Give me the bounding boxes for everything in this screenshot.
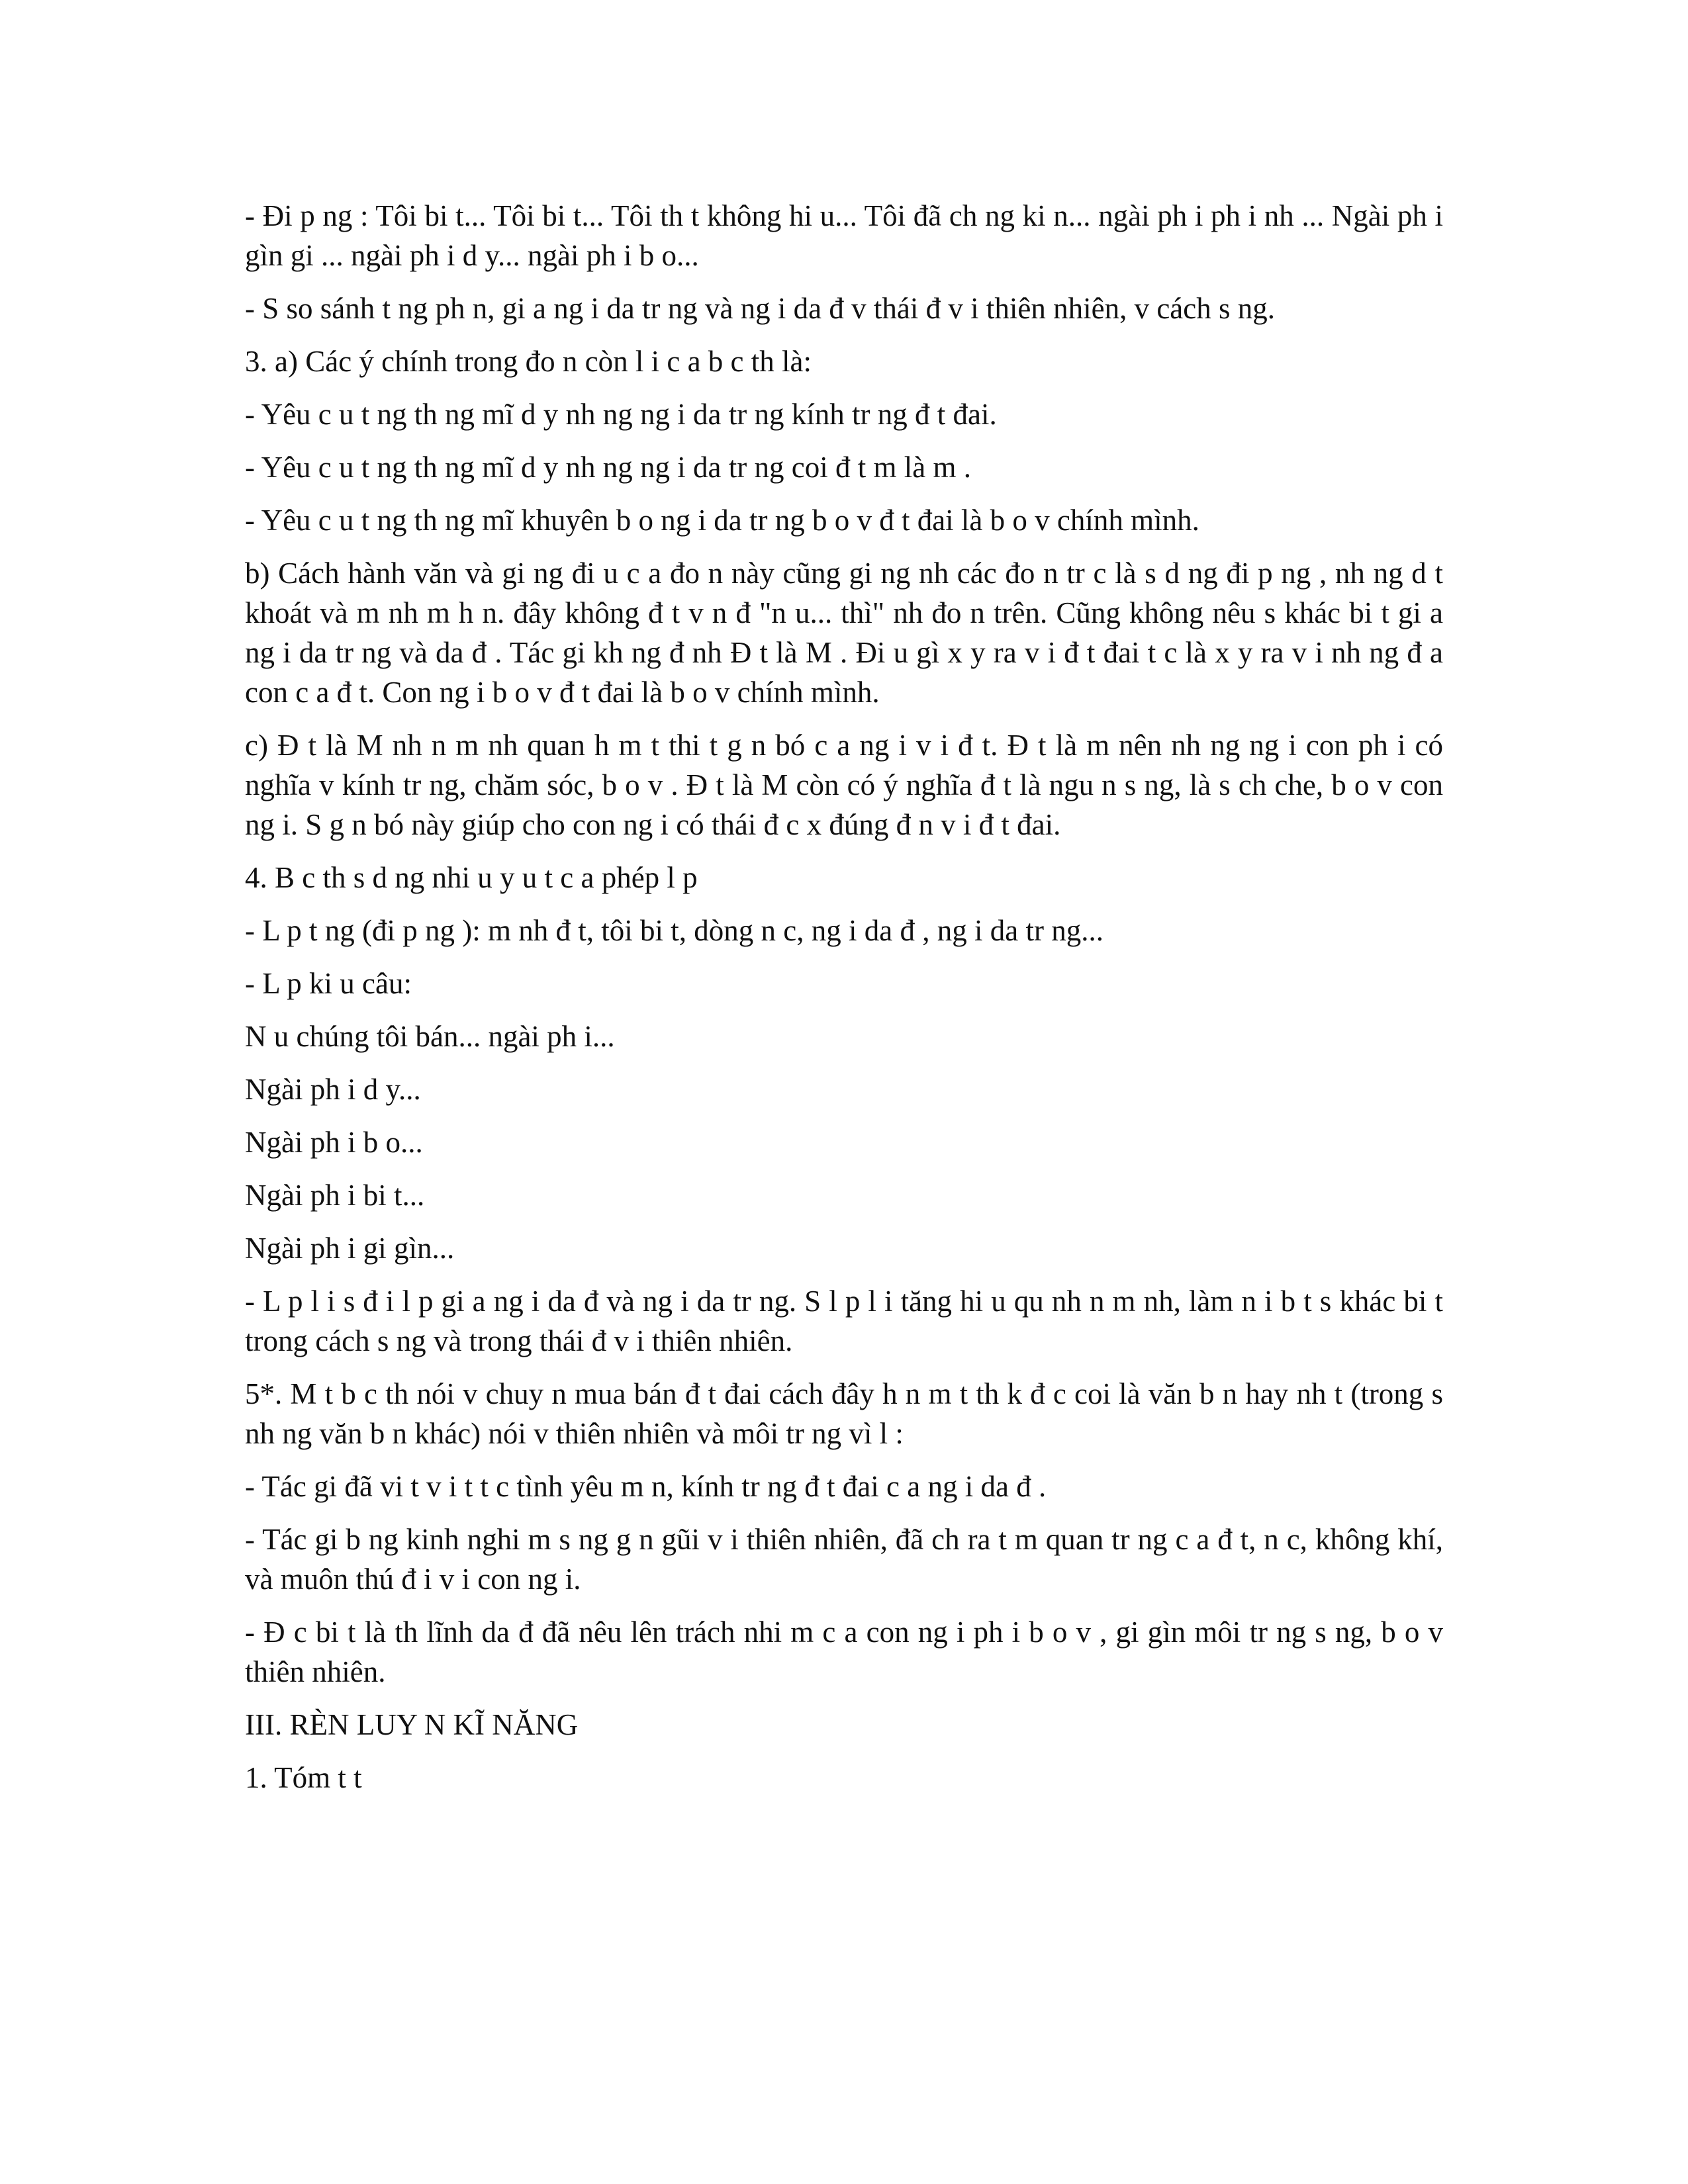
paragraph-contrast-repetition: - L p l i s đ i l p gi a ng i da đ và ng i da tr ng. S l p l i tăng hi u qu nh n m nh, làm n i b t s khác bi t trong cách s ng và trong thái đ v i thiên nhiên.: [245, 1285, 1443, 1357]
paragraph-contrast-comparison: - S so sánh t ng ph n, gi a ng i da tr ng và ng i da đ v thái đ v i thiên nhiên, v cách s ng.: [245, 292, 1276, 325]
document-page: [245, 196, 1443, 1811]
paragraph-question-3b: b) Cách hành văn và gi ng đi u c a đo n này cũng gi ng nh các đo n tr c là s d ng đi p ng , nh ng d t khoát và m nh m h n. đây không đ t v n đ "n u... thì" nh đo n trên. Cũng không nêu s khác bi t gi a ng i da tr ng và da đ . Tác gi kh ng đ nh Đ t là M . Đi u gì x y ra v i đ t đai t c là x y ra v i nh ng đ a con c a đ t. Con ng i b o v đ t đai là b o v chính mình.: [245, 557, 1443, 709]
paragraph-question-5: 5*. M t b c th nói v chuy n mua bán đ t đai cách đây h n m t th k đ c coi là văn b n hay nh t (trong s nh ng văn b n khác) nói v thiên nhiên và môi tr ng vì l :: [245, 1377, 1443, 1450]
paragraph-repetition-phrases: - Đi p ng : Tôi bi t... Tôi bi t... Tôi th t không hi u... Tôi đã ch ng ki n... ngài ph i ph i nh ... Ngài ph i gìn gi ... ngài ph i d y... ngài ph i b o...: [245, 199, 1443, 272]
paragraph-author-experience: - Tác gi b ng kinh nghi m s ng g n gũi v i thiên nhiên, đã ch ra t m quan tr ng c a đ t, n c, không khí, và muôn thú đ i v i con ng i.: [245, 1523, 1443, 1596]
paragraph-example-know: Ngài ph i bi t...: [245, 1179, 425, 1212]
paragraph-sentence-repetition: - L p ki u câu:: [245, 967, 412, 1000]
paragraph-question-3c: c) Đ t là M nh n m nh quan h m t thi t g n bó c a ng i v i đ t. Đ t là m nên nh ng ng i con ph i có nghĩa v kính tr ng, chăm sóc, b o v . Đ t là M còn có ý nghĩa đ t là ngu n s ng, là s ch che, b o v con ng i. S g n bó này giúp cho con ng i có thái đ c x đúng đ n v i đ t đai.: [245, 729, 1443, 841]
paragraph-example-tell: Ngài ph i b o...: [245, 1126, 423, 1159]
paragraph-word-repetition: - L p t ng (đi p ng ): m nh đ t, tôi bi t, dòng n c, ng i da đ , ng i da tr ng...: [245, 914, 1103, 947]
paragraph-question-3a: 3. a) Các ý chính trong đo n còn l i c a b c th là:: [245, 345, 812, 378]
paragraph-request-earth-mother: - Yêu c u t ng th ng mĩ d y nh ng ng i da tr ng coi đ t m là m .: [245, 451, 971, 484]
subheading-summary: 1. Tóm t t: [245, 1761, 362, 1794]
paragraph-request-protect-land: - Yêu c u t ng th ng mĩ khuyên b o ng i da tr ng b o v đ t đai là b o v chính mình.: [245, 504, 1199, 537]
paragraph-request-respect-land: - Yêu c u t ng th ng mĩ d y nh ng ng i da tr ng kính tr ng đ t đai.: [245, 398, 997, 431]
paragraph-question-4: 4. B c th s d ng nhi u y u t c a phép l p: [245, 861, 698, 894]
section-heading-skills: III. RÈN LUY N KĨ NĂNG: [245, 1708, 579, 1741]
paragraph-example-teach: Ngài ph i d y...: [245, 1073, 421, 1106]
paragraph-author-love: - Tác gi đã vi t v i t t c tình yêu m n, kính tr ng đ t đai c a ng i da đ .: [245, 1470, 1047, 1503]
paragraph-example-sell: N u chúng tôi bán... ngài ph i...: [245, 1020, 615, 1053]
paragraph-example-preserve: Ngài ph i gi gìn...: [245, 1232, 455, 1265]
paragraph-chief-responsibility: - Đ c bi t là th lĩnh da đ đã nêu lên trách nhi m c a con ng i ph i b o v , gi gìn môi tr ng s ng, b o v thiên nhiên.: [245, 1615, 1443, 1688]
